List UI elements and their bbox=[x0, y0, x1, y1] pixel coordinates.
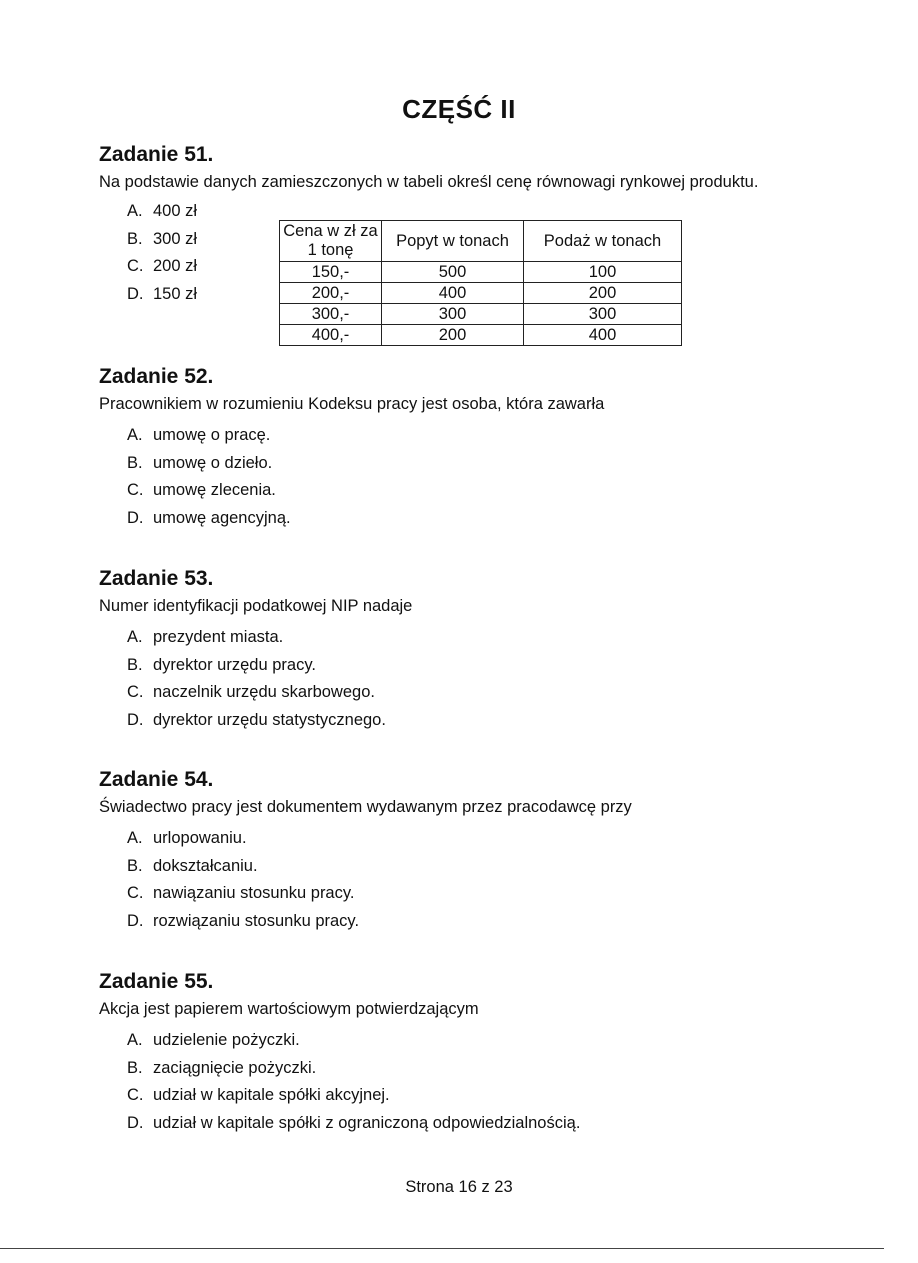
answer-option-d[interactable]: D. 150 zł bbox=[127, 284, 198, 303]
table-row bbox=[280, 304, 682, 325]
task-heading: Zadanie 54. bbox=[99, 768, 214, 791]
answer-option-c[interactable]: C. udział w kapitale spółki akcyjnej. bbox=[127, 1086, 390, 1104]
table-cell: 300 bbox=[524, 304, 682, 325]
answer-option-c[interactable]: C. umowę zlecenia. bbox=[127, 481, 276, 499]
answer-option-b[interactable]: B. dyrektor urzędu pracy. bbox=[127, 655, 316, 674]
answer-option-d[interactable]: D. rozwiązaniu stosunku pracy. bbox=[127, 911, 360, 930]
task-question: Numer identyfikacji podatkowej NIP nadaje bbox=[99, 597, 413, 615]
table-cell: 300,- bbox=[280, 304, 382, 325]
task-53 bbox=[99, 566, 789, 734]
table-cell: 500 bbox=[382, 262, 524, 283]
answer-option-d[interactable]: D. dyrektor urzędu statystycznego. bbox=[127, 710, 386, 729]
table-cell: 400 bbox=[382, 283, 524, 304]
table-cell: 200,- bbox=[280, 283, 382, 304]
answer-option-b[interactable]: B. zaciągnięcie pożyczki. bbox=[127, 1058, 317, 1077]
answer-option-d[interactable]: D. umowę agencyjną. bbox=[127, 508, 291, 527]
answer-options bbox=[99, 422, 789, 532]
task-54 bbox=[99, 767, 789, 935]
answer-option-c[interactable]: C. nawiązaniu stosunku pracy. bbox=[127, 884, 355, 902]
answer-option-a[interactable]: A. 400 zł bbox=[127, 202, 198, 220]
task-heading: Zadanie 52. bbox=[99, 365, 214, 388]
table-cell: 200 bbox=[524, 283, 682, 304]
table-header-cell: Podaż w tonach bbox=[524, 221, 682, 262]
answer-option-b[interactable]: B. dokształcaniu. bbox=[127, 856, 258, 875]
task-question: Pracownikiem w rozumieniu Kodeksu pracy jest osoba, która zawarła bbox=[99, 395, 605, 413]
task-52 bbox=[99, 364, 789, 532]
answer-options bbox=[99, 825, 789, 935]
table-header-row bbox=[280, 221, 682, 262]
table-cell: 100 bbox=[524, 262, 682, 283]
answer-option-a[interactable]: A. urlopowaniu. bbox=[127, 829, 247, 847]
task-55 bbox=[99, 969, 789, 1137]
answer-options bbox=[99, 624, 789, 734]
table-cell: 400 bbox=[524, 325, 682, 346]
task-heading: Zadanie 53. bbox=[99, 567, 214, 590]
table-cell: 300 bbox=[382, 304, 524, 325]
table-cell: 150,- bbox=[280, 262, 382, 283]
table-row bbox=[280, 325, 682, 346]
table-cell: 400,- bbox=[280, 325, 382, 346]
answer-options bbox=[99, 1027, 789, 1137]
task-question: Świadectwo pracy jest dokumentem wydawanym przez pracodawcę przy bbox=[99, 798, 632, 816]
footer-divider bbox=[0, 1248, 884, 1249]
price-supply-demand-table bbox=[279, 220, 682, 346]
task-question: Akcja jest papierem wartościowym potwierdzającym bbox=[99, 1000, 479, 1018]
answer-option-a[interactable]: A. udzielenie pożyczki. bbox=[127, 1031, 300, 1049]
task-heading: Zadanie 51. bbox=[99, 143, 214, 166]
table-header-cell: Cena w zł za 1 tonę bbox=[280, 221, 382, 262]
table-row bbox=[280, 283, 682, 304]
answer-option-c[interactable]: C. 200 zł bbox=[127, 257, 198, 275]
table-header-cell: Popyt w tonach bbox=[382, 221, 524, 262]
answer-option-d[interactable]: D. udział w kapitale spółki z ograniczoną odpowiedzialnością. bbox=[127, 1113, 581, 1132]
table-cell: 200 bbox=[382, 325, 524, 346]
answer-option-a[interactable]: A. prezydent miasta. bbox=[127, 628, 284, 646]
task-heading: Zadanie 55. bbox=[99, 970, 214, 993]
answer-option-c[interactable]: C. naczelnik urzędu skarbowego. bbox=[127, 683, 375, 701]
page-number: Strona 16 z 23 bbox=[405, 1178, 513, 1196]
page-title: CZĘŚĆ II bbox=[402, 94, 516, 124]
answer-option-b[interactable]: B. 300 zł bbox=[127, 229, 198, 248]
answer-option-a[interactable]: A. umowę o pracę. bbox=[127, 426, 271, 444]
answer-option-b[interactable]: B. umowę o dzieło. bbox=[127, 453, 273, 472]
table-row bbox=[280, 262, 682, 283]
task-question: Na podstawie danych zamieszczonych w tabeli określ cenę równowagi rynkowej produktu. bbox=[99, 173, 759, 191]
